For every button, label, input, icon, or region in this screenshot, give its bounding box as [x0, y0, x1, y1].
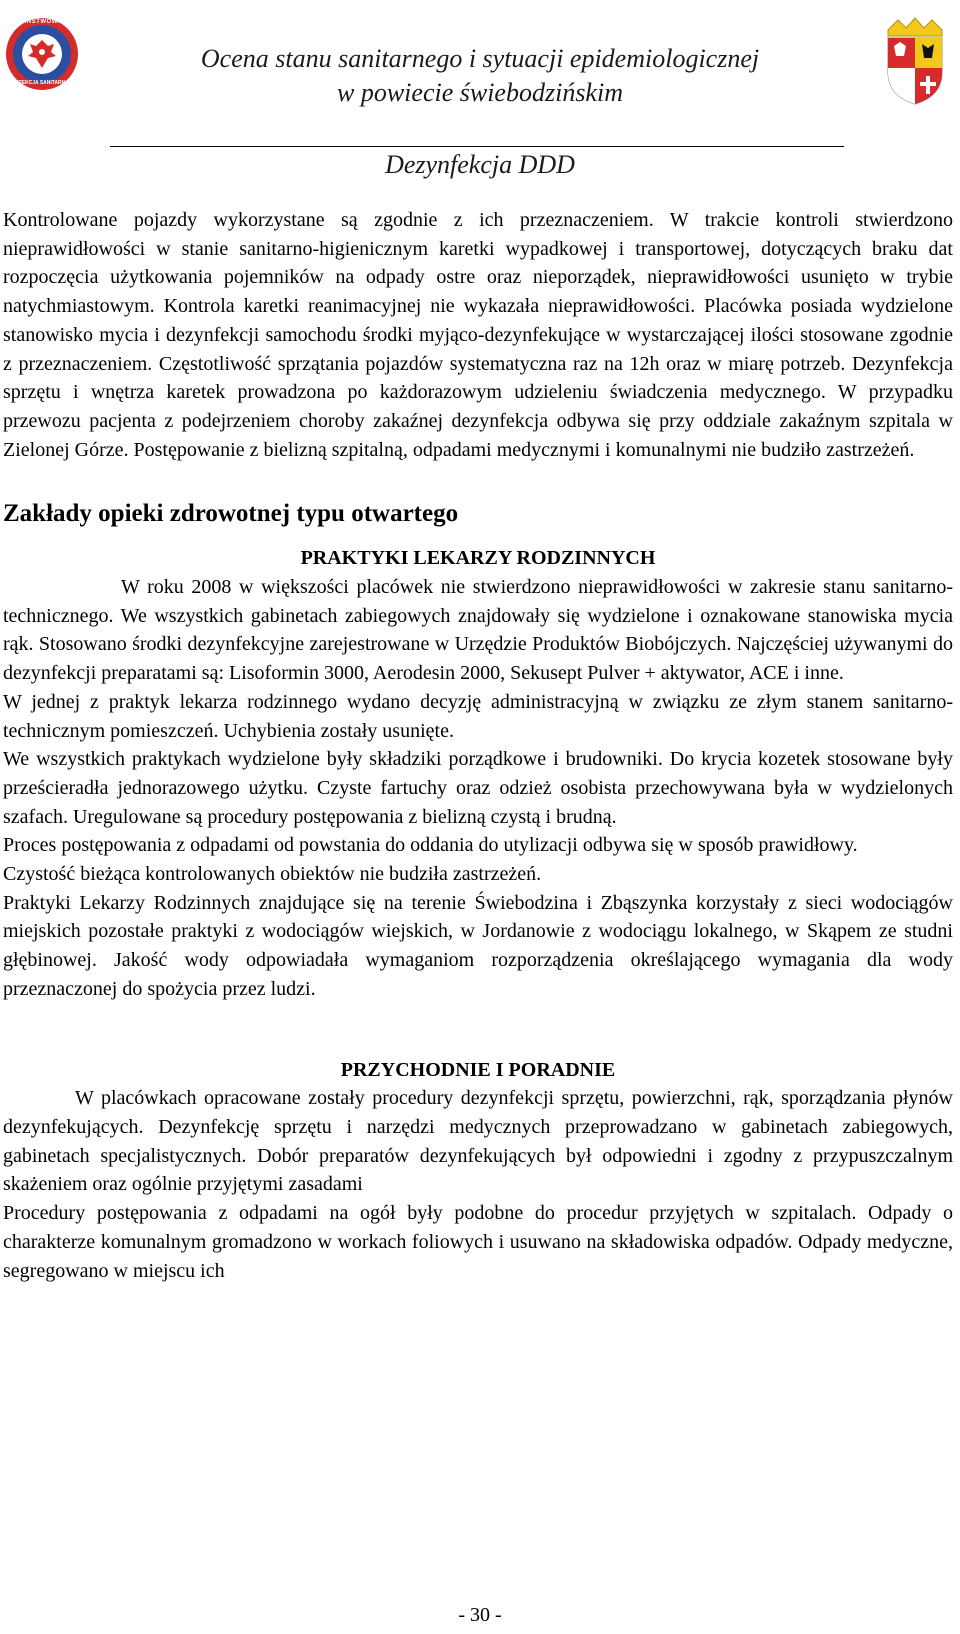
- page-header: [0, 0, 960, 190]
- header-title-line1: Ocena stanu sanitarnego i sytuacji epidemiologicznej: [200, 44, 760, 73]
- paragraph-clinic-waste: Procedury postępowania z odpadami na ogół były podobne do procedur przyjętych w szpitalach. Odpady o charakterze komunalnym gromadzono w workach foliowych i usuwano na składowiska odpadów. Odpady medyczne, segregowano w miejscu ich: [3, 1202, 953, 1282]
- logo-top-text: PAŃSTWOWA: [18, 19, 63, 25]
- paragraph-ambulance: Kontrolowane pojazdy wykorzystane są zgodnie z ich przeznaczeniem. W trakcie kontroli stwierdzono nieprawidłowości w stanie sanitarno-higienicznym karetki wypadkowej i transportowej, dotyczących braku dat rozpoczęcia użytkowania pojemników na odpady ostre oraz nieporządek, nieprawidłowości usunięto w trybie natychmiastowym. Kontrola karetki reanimacyjnej nie wykazała nieprawidłowości. Placówka posiada wydzielone stanowisko mycia i dezynfekcji samochodu środki myjąco-dezynfekujące w wystarczającej ilości stosowane zgodnie z przeznaczeniem. Częstotliwość sprzątania pojazdów systematyczna raz na 12h oraz w miarę potrzeb. Dezynfekcja sprzętu i wnętrza karetek prowadzona po każdorazowym udzieleniu świadczenia medycznego. W przypadku przewozu pacjenta z podejrzeniem choroby zakaźnej dezynfekcja odbywa się przy oddziale zakaźnym szpitala w Zielonej Górze. Postępowanie z bielizną szpitalną, odpadami medycznymi i komunalnymi nie budziło zastrzeżeń.: [3, 209, 953, 461]
- county-coat-of-arms: [880, 16, 950, 106]
- paragraph-storage: We wszystkich praktykach wydzielone były składziki porządkowe i brudowniki. Do krycia kozetek stosowane były prześcieradła jednorazowego użytku. Czyste fartuchy oraz odzież osobista przechowywana była w wydzielonych szafach. Uregulowane są procedury postępowania z bielizną czystą i brudną.: [3, 748, 953, 828]
- paragraph-administrative-decision: W jednej z praktyk lekarza rodzinnego wydano decyzję administracyjną w związku ze złym stanem sanitarno-technicznym pomieszczeń. Uchybienia zostały usunięte.: [3, 690, 953, 742]
- heading-outpatient-facilities: Zakłady opieki zdrowotnej typu otwartego: [3, 500, 459, 528]
- paragraph-water-supply: Praktyki Lekarzy Rodzinnych znajdujące się na terenie Świebodzina i Zbąszynka korzystały z sieci wodociągów miejskich pozostałe praktyki z wodociągów wiejskich, w Jordanowie z wodociągu lokalnego, w Skąpem ze studni głębinowej. Jakość wody odpowiadała wymaganiom rozporządzenia określającego wymagania dla wody przeznaczonej do spożycia przez ludzi.: [3, 891, 953, 1000]
- paragraph-family-doctors-2008: W roku 2008 w większości placówek nie stwierdzono nieprawidłowości w zakresie stanu sanitarno-technicznego. We wszystkich gabinetach zabiegowych znajdowały się wydzielone i oznakowane stanowiska mycia rąk. Stosowano środki dezynfekcyjne zarejestrowane w Urzędzie Produktów Biobójczych. Najczęściej używanymi do dezynfekcji preparatami są: Lisoformin 3000, Aerodesin 2000, Sekusept Pulver + aktywator, ACE i inne.: [3, 576, 953, 685]
- subheading-clinics: PRZYCHODNIE I PORADNIE: [340, 1058, 616, 1081]
- header-divider: [110, 146, 844, 147]
- subheading-family-doctors: PRAKTYKI LEKARZY RODZINNYCH: [300, 547, 656, 570]
- paragraph-clinic-procedures: W placówkach opracowane zostały procedury dezynfekcji sprzętu, powierzchni, rąk, sporządzania płynów dezynfekujących. Dezynfekcję sprzętu i narzędzi medycznych przeprowadzano w gabinetach zabiegowych, gabinetach specjalistycznych. Dobór preparatów dezynfekujących był odpowiedni i zgodny z przypuszczalnym skażeniem oraz ogólnie przyjętymi zasadami: [3, 1087, 953, 1196]
- sanitary-inspection-logo: [4, 16, 80, 92]
- page-number: - 30 -: [458, 1604, 502, 1626]
- document-body: [3, 206, 953, 1285]
- paragraph-waste-process: Proces postępowania z odpadami od powstania do oddania do utylizacji odbywa się w sposób prawidłowy.: [3, 834, 858, 857]
- section-title: Dezynfekcja DDD: [385, 150, 575, 179]
- paragraph-cleanliness: Czystość bieżąca kontrolowanych obiektów nie budziła zastrzeżeń.: [3, 863, 542, 886]
- coat-of-arms-icon: [880, 16, 950, 106]
- header-title-line2: w powiecie świebodzińskim: [337, 78, 623, 107]
- logo-bottom-text: INSPEKCJA SANITARNA: [10, 80, 69, 86]
